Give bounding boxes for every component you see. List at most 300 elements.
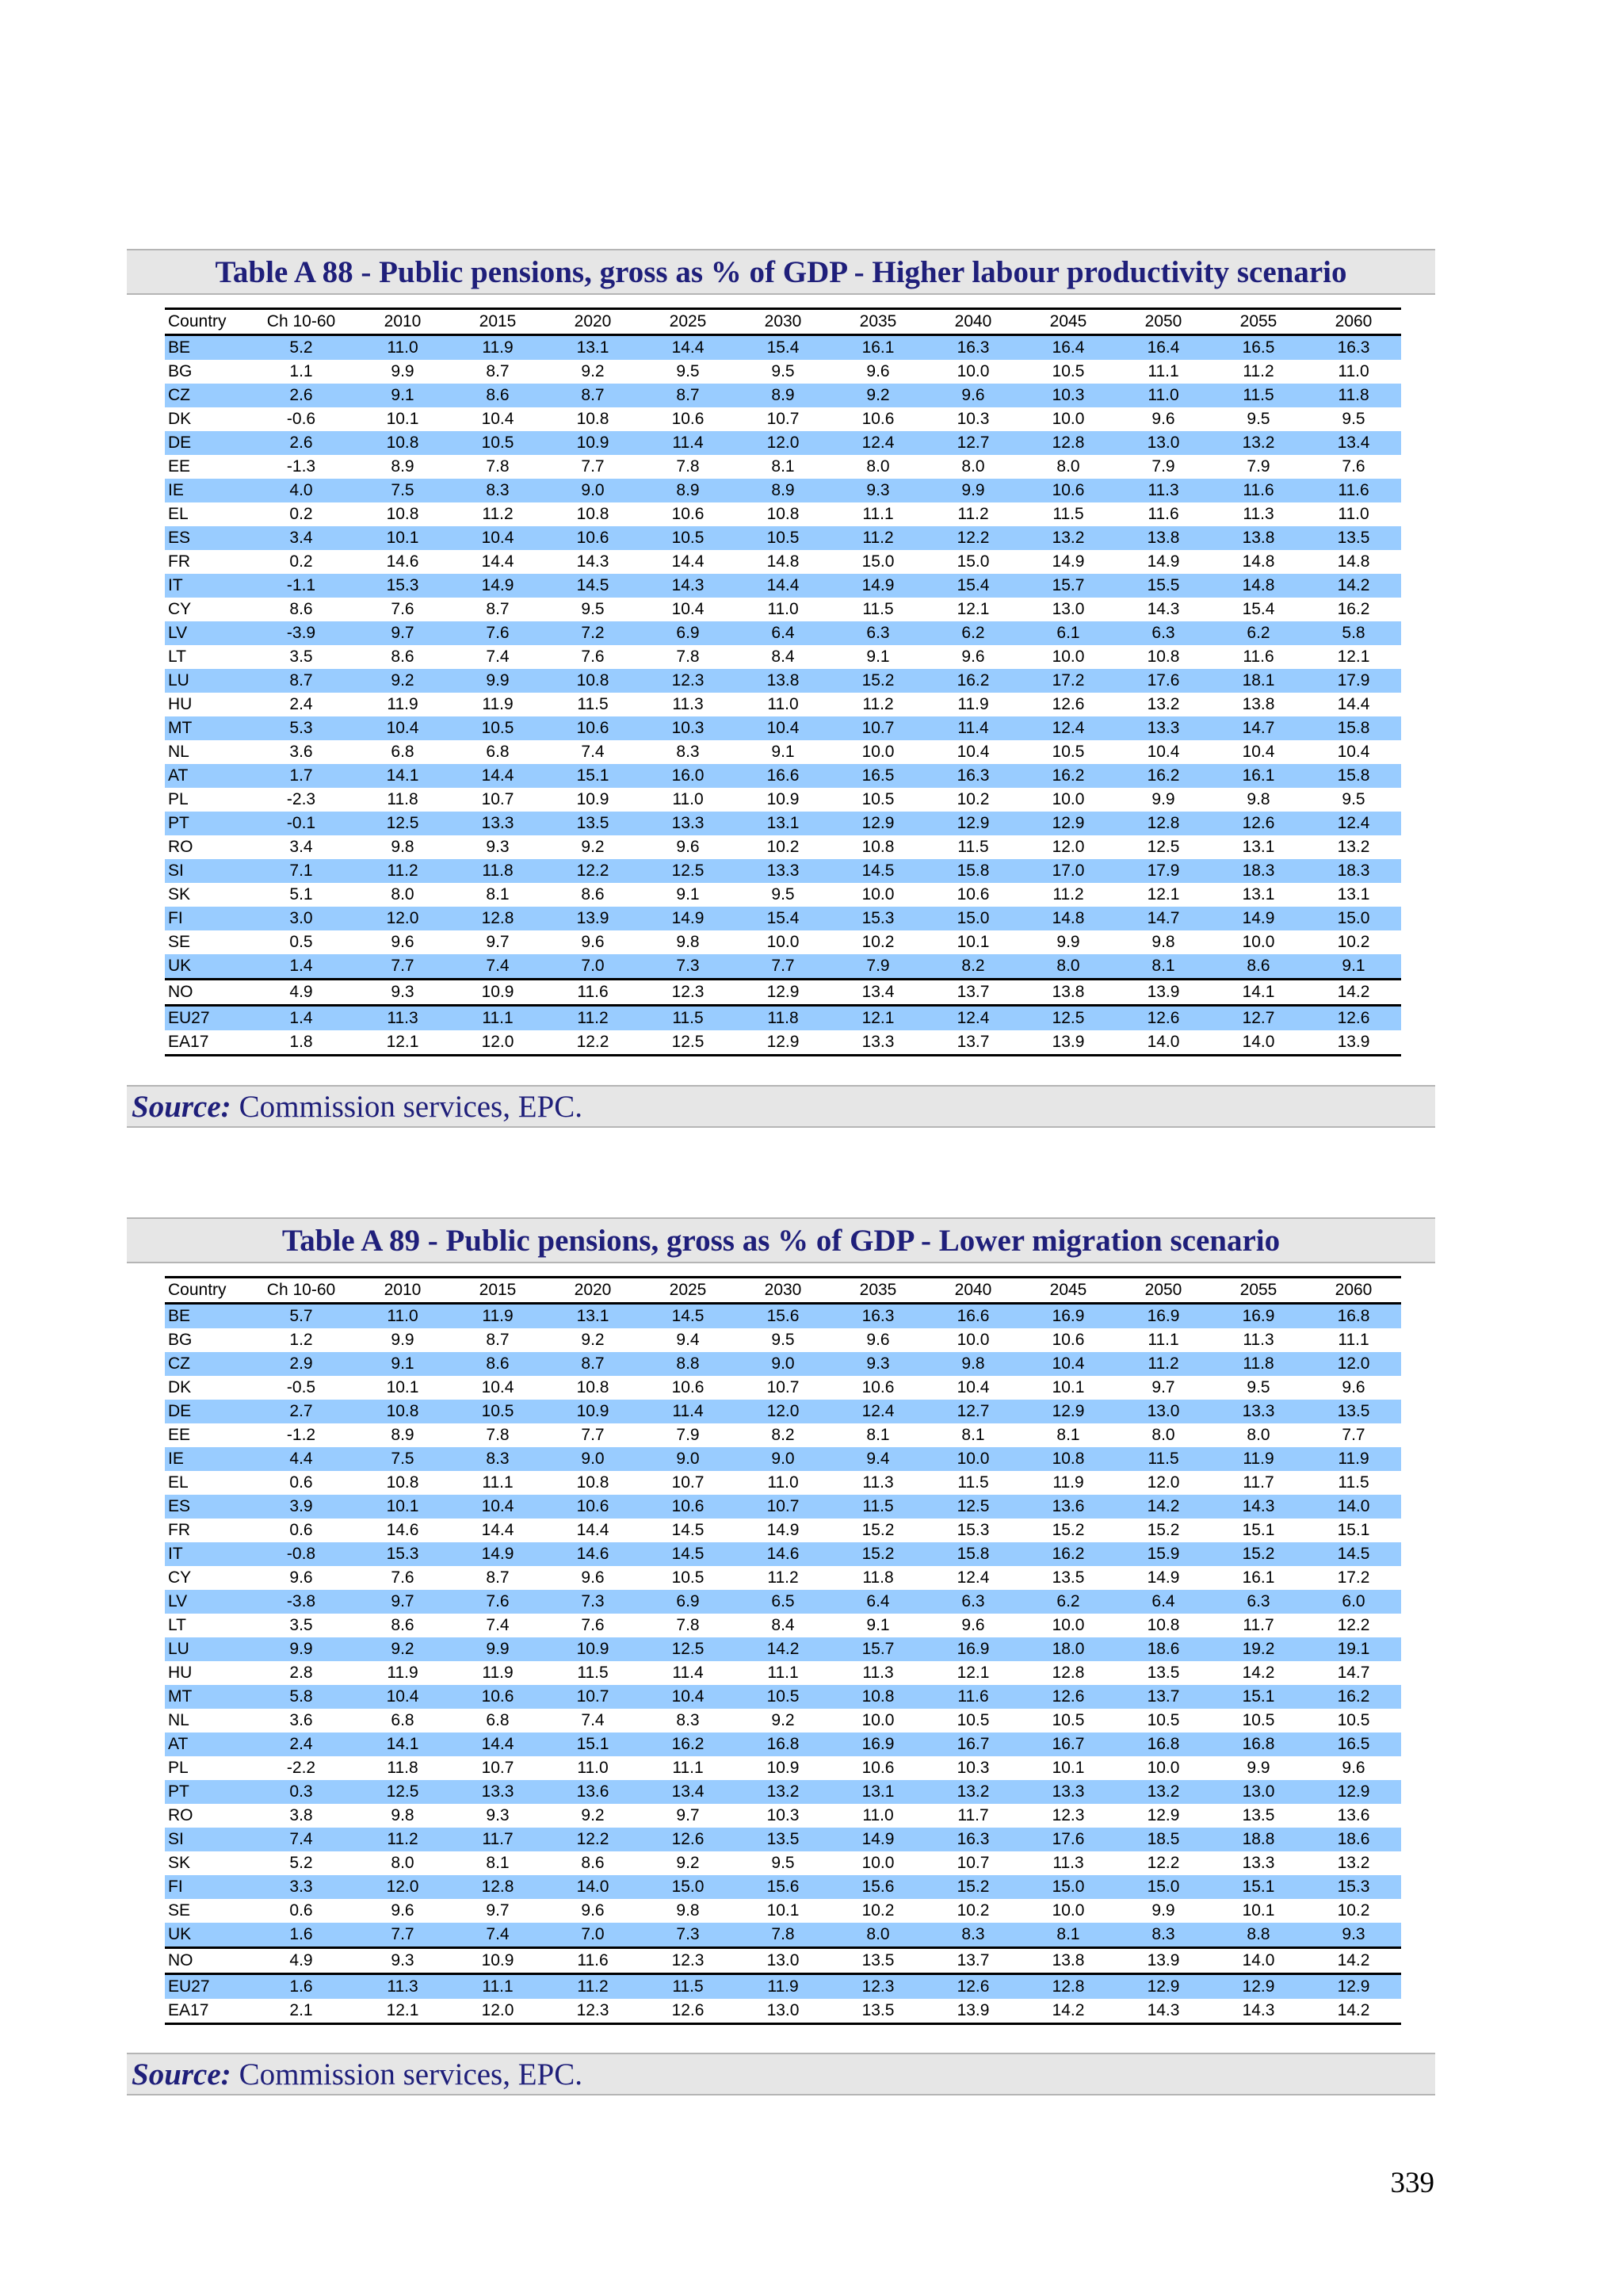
country-cell: SI [165, 1828, 247, 1851]
value-cell: 10.5 [1052, 1711, 1085, 1729]
value-cell: 11.4 [672, 1664, 704, 1682]
value-cell: 15.8 [1306, 764, 1401, 788]
value-cell: 14.8 [766, 552, 800, 571]
value-cell: 9.3 [831, 479, 926, 502]
value-cell: 10.9 [450, 1948, 545, 1974]
table-row [165, 1006, 1401, 1031]
country-cell: AT [165, 764, 247, 788]
value-cell: -0.8 [247, 1542, 355, 1566]
value-cell: 9.5 [1342, 410, 1365, 428]
value-cell: 13.9 [1306, 1030, 1401, 1056]
value-cell: 10.6 [545, 526, 640, 550]
data-table [165, 308, 1401, 1056]
value-cell: 3.4 [247, 526, 355, 550]
value-cell: 12.9 [926, 812, 1021, 835]
value-cell: 10.9 [545, 1400, 640, 1423]
value-cell: 14.2 [1242, 1664, 1275, 1682]
value-cell: 16.6 [735, 764, 831, 788]
value-cell: 14.4 [735, 574, 831, 598]
value-cell: 12.5 [355, 1780, 450, 1804]
value-cell: 7.6 [391, 1568, 414, 1587]
value-cell: 16.7 [926, 1733, 1021, 1756]
value-cell: 8.3 [676, 743, 700, 761]
value-cell: 16.3 [926, 335, 1021, 361]
value-cell: 11.7 [957, 1806, 989, 1824]
value-cell: 5.2 [289, 1854, 313, 1872]
value-cell: 16.5 [1211, 335, 1306, 361]
value-cell: 9.9 [391, 362, 414, 380]
value-cell: 14.2 [1306, 574, 1401, 598]
value-cell: 11.9 [450, 335, 545, 361]
country-cell: DE [165, 431, 247, 455]
value-cell: 12.5 [640, 1030, 735, 1056]
value-cell: 11.9 [735, 1974, 831, 2000]
value-cell: 9.8 [1247, 790, 1270, 808]
value-cell: -3.9 [247, 621, 355, 645]
value-cell: 14.6 [545, 1542, 640, 1566]
country-cell: NO [165, 980, 247, 1006]
value-cell: 13.3 [640, 812, 735, 835]
value-cell: 10.8 [861, 838, 895, 856]
value-cell: 3.6 [289, 743, 313, 761]
value-cell: 16.2 [1116, 764, 1211, 788]
country-cell: RO [168, 838, 193, 856]
value-cell: 9.7 [486, 933, 510, 951]
table-header-row [165, 309, 1401, 335]
table-row [165, 1447, 1401, 1471]
value-cell: 13.2 [1147, 695, 1180, 713]
value-cell: 11.0 [767, 600, 799, 618]
source-text: Commission services, EPC. [239, 2057, 583, 2092]
country-cell: SE [168, 933, 191, 951]
value-cell: 16.2 [1306, 1685, 1401, 1709]
table-row [165, 645, 1401, 669]
value-cell: 13.8 [1021, 980, 1116, 1006]
country-cell: LU [165, 1637, 247, 1661]
value-cell: 12.6 [640, 1999, 735, 2024]
country-cell: LT [168, 648, 186, 666]
value-cell: -0.6 [286, 410, 316, 428]
value-cell: 18.0 [1021, 1637, 1116, 1661]
value-cell: 15.1 [545, 1733, 640, 1756]
value-cell: 15.2 [831, 1542, 926, 1566]
country-cell: SE [168, 1901, 191, 1920]
value-cell: 11.6 [1306, 479, 1401, 502]
value-cell: 9.1 [676, 885, 700, 904]
value-cell: 12.1 [957, 600, 990, 618]
value-cell: 11.1 [1148, 362, 1179, 380]
value-cell: 12.5 [926, 1495, 1021, 1519]
value-cell: 14.3 [1116, 1999, 1211, 2024]
country-cell: PT [165, 1780, 247, 1804]
value-cell: 14.1 [355, 1733, 450, 1756]
value-cell: 7.6 [450, 621, 545, 645]
table-row [165, 1352, 1401, 1376]
value-cell: 12.0 [450, 1030, 545, 1056]
value-cell: 1.1 [289, 362, 313, 380]
value-cell: 14.4 [450, 764, 545, 788]
value-cell: 16.2 [1021, 1542, 1116, 1566]
value-cell: 10.5 [957, 1711, 990, 1729]
value-cell: 7.2 [545, 621, 640, 645]
country-cell: BE [165, 1304, 247, 1329]
value-cell: 14.7 [1211, 716, 1306, 740]
value-cell: 7.8 [676, 1616, 700, 1634]
table-row [165, 1733, 1401, 1756]
country-cell: MT [165, 1685, 247, 1709]
value-cell: 10.1 [1242, 1901, 1275, 1920]
source-label: Source: [132, 2057, 231, 2092]
value-cell: 9.6 [866, 362, 890, 380]
value-cell: 9.6 [391, 1901, 414, 1920]
column-header: 2055 [1211, 309, 1306, 335]
value-cell: 8.1 [1056, 1426, 1080, 1444]
value-cell: 6.4 [831, 1590, 926, 1614]
value-cell: 13.7 [1116, 1685, 1211, 1709]
value-cell: 9.9 [450, 669, 545, 693]
value-cell: 9.1 [866, 1616, 890, 1634]
value-cell: 13.2 [926, 1780, 1021, 1804]
value-cell: 17.0 [1021, 859, 1116, 883]
value-cell: 8.7 [247, 669, 355, 693]
table-row [165, 574, 1401, 598]
value-cell: 12.1 [957, 1664, 990, 1682]
value-cell: 10.9 [766, 790, 800, 808]
value-cell: 13.1 [1337, 885, 1370, 904]
value-cell: 10.8 [576, 1378, 609, 1396]
value-cell: 12.2 [545, 859, 640, 883]
value-cell: 8.6 [581, 885, 605, 904]
value-cell: 12.0 [735, 1400, 831, 1423]
page-number: 339 [1390, 2167, 1434, 2199]
value-cell: 17.6 [1021, 1828, 1116, 1851]
value-cell: 10.7 [545, 1685, 640, 1709]
value-cell: 15.4 [926, 574, 1021, 598]
value-cell: 11.8 [450, 859, 545, 883]
value-cell: 10.6 [671, 505, 705, 523]
value-cell: 17.2 [1337, 1568, 1370, 1587]
value-cell: 11.2 [767, 1568, 799, 1587]
value-cell: 11.1 [672, 1759, 704, 1777]
value-cell: 1.2 [289, 1331, 313, 1349]
country-cell: IT [165, 574, 247, 598]
value-cell: 3.0 [247, 907, 355, 930]
column-header: 2010 [355, 309, 450, 335]
value-cell: 12.3 [640, 669, 735, 693]
country-cell: HU [168, 1664, 193, 1682]
value-cell: 7.7 [355, 1923, 450, 1948]
value-cell: 16.8 [1306, 1304, 1401, 1329]
value-cell: 14.4 [481, 1521, 514, 1539]
value-cell: 9.3 [486, 838, 510, 856]
value-cell: 11.7 [450, 1828, 545, 1851]
value-cell: 11.5 [1211, 384, 1306, 407]
value-cell: 11.1 [1148, 1331, 1179, 1349]
value-cell: 15.6 [831, 1875, 926, 1899]
value-cell: 9.6 [866, 1331, 890, 1349]
country-cell: LV [165, 1590, 247, 1614]
value-cell: 13.2 [1211, 431, 1306, 455]
value-cell: 9.2 [581, 838, 605, 856]
value-cell: 7.8 [486, 1426, 510, 1444]
value-cell: 10.9 [545, 1637, 640, 1661]
value-cell: 18.3 [1306, 859, 1401, 883]
value-cell: 11.6 [1243, 648, 1274, 666]
value-cell: 7.0 [545, 954, 640, 980]
column-header: 2040 [926, 1278, 1021, 1304]
value-cell: 13.5 [1306, 1400, 1401, 1423]
value-cell: 10.7 [671, 1473, 705, 1492]
value-cell: 15.3 [1306, 1875, 1401, 1899]
value-cell: 12.6 [1306, 1006, 1401, 1031]
value-cell: 10.8 [831, 1685, 926, 1709]
value-cell: 10.6 [1021, 479, 1116, 502]
value-cell: 15.7 [1021, 574, 1116, 598]
value-cell: 6.0 [1306, 1590, 1401, 1614]
table-row [165, 1685, 1401, 1709]
value-cell: 9.5 [771, 885, 795, 904]
value-cell: 6.8 [486, 743, 510, 761]
value-cell: 3.4 [289, 838, 313, 856]
value-cell: 13.3 [450, 812, 545, 835]
value-cell: 0.5 [289, 933, 313, 951]
country-cell: EE [168, 457, 191, 476]
value-cell: 10.4 [1021, 1352, 1116, 1376]
column-header: 2055 [1211, 1278, 1306, 1304]
value-cell: -1.3 [286, 457, 316, 476]
value-cell: 10.2 [766, 838, 800, 856]
value-cell: 11.1 [767, 1664, 799, 1682]
value-cell: 10.9 [450, 980, 545, 1006]
value-cell: 12.9 [1021, 1400, 1116, 1423]
value-cell: 7.6 [581, 1616, 605, 1634]
value-cell: 7.7 [1342, 1426, 1365, 1444]
value-cell: 12.4 [831, 431, 926, 455]
value-cell: 6.3 [1116, 621, 1211, 645]
value-cell: 10.5 [1147, 1711, 1180, 1729]
value-cell: 15.8 [1306, 716, 1401, 740]
value-cell: 10.7 [481, 1759, 514, 1777]
value-cell: 7.4 [581, 743, 605, 761]
value-cell: 9.8 [676, 1901, 700, 1920]
value-cell: 6.2 [1021, 1590, 1116, 1614]
value-cell: 15.4 [1242, 600, 1275, 618]
value-cell: 12.1 [1147, 885, 1180, 904]
country-cell: UK [165, 1923, 247, 1948]
value-cell: 14.9 [831, 1828, 926, 1851]
value-cell: 14.2 [1021, 1999, 1116, 2024]
country-cell: SK [168, 885, 191, 904]
value-cell: 9.3 [831, 1352, 926, 1376]
value-cell: 12.9 [1306, 1780, 1401, 1804]
country-cell: ES [165, 1495, 247, 1519]
value-cell: 9.6 [926, 384, 1021, 407]
data-table [165, 1276, 1401, 2025]
table-row [165, 1851, 1401, 1875]
table-row [165, 1542, 1401, 1566]
value-cell: -2.2 [286, 1759, 316, 1777]
value-cell: 8.1 [961, 1426, 985, 1444]
value-cell: 10.8 [355, 1400, 450, 1423]
value-cell: 12.0 [735, 431, 831, 455]
value-cell: 10.9 [576, 790, 609, 808]
value-cell: 10.4 [450, 526, 545, 550]
country-cell: NL [168, 1711, 189, 1729]
value-cell: 9.7 [355, 621, 450, 645]
value-cell: 14.4 [576, 1521, 609, 1539]
table-row [165, 1999, 1401, 2024]
value-cell: 16.2 [1021, 764, 1116, 788]
country-cell: EU27 [165, 1006, 247, 1031]
value-cell: 10.0 [861, 743, 895, 761]
value-cell: 16.9 [1021, 1304, 1116, 1329]
table-row [165, 1030, 1401, 1056]
value-cell: 9.6 [1151, 410, 1175, 428]
value-cell: 10.5 [735, 1685, 831, 1709]
value-cell: 11.0 [767, 1473, 799, 1492]
value-cell: 9.9 [1151, 790, 1175, 808]
value-cell: 8.1 [486, 885, 510, 904]
value-cell: 9.3 [486, 1806, 510, 1824]
value-cell: 10.1 [355, 1495, 450, 1519]
value-cell: 12.4 [926, 1006, 1021, 1031]
value-cell: 2.6 [247, 431, 355, 455]
value-cell: 8.9 [735, 384, 831, 407]
value-cell: 11.2 [1116, 1352, 1211, 1376]
value-cell: 13.5 [735, 1828, 831, 1851]
value-cell: 11.9 [482, 695, 514, 713]
value-cell: 12.0 [450, 1999, 545, 2024]
value-cell: 11.2 [355, 1828, 450, 1851]
table-header-row [165, 1278, 1401, 1304]
value-cell: 10.1 [386, 1378, 419, 1396]
value-cell: 11.4 [926, 716, 1021, 740]
value-cell: 12.8 [450, 1875, 545, 1899]
value-cell: 12.2 [545, 1828, 640, 1851]
value-cell: 10.0 [1052, 790, 1085, 808]
value-cell: 9.6 [961, 1616, 985, 1634]
value-cell: 8.0 [1151, 1426, 1175, 1444]
value-cell: 13.3 [1116, 716, 1211, 740]
value-cell: 12.4 [1021, 716, 1116, 740]
value-cell: 13.9 [1116, 1948, 1211, 1974]
value-cell: 10.5 [1242, 1711, 1275, 1729]
value-cell: 13.8 [1242, 695, 1275, 713]
value-cell: 11.5 [640, 1006, 735, 1031]
column-header: 2015 [450, 309, 545, 335]
value-cell: 8.0 [1021, 954, 1116, 980]
value-cell: 11.0 [862, 1806, 894, 1824]
value-cell: 9.5 [771, 362, 795, 380]
value-cell: 16.7 [1021, 1733, 1116, 1756]
value-cell: 8.7 [486, 362, 510, 380]
table-row [165, 1661, 1401, 1685]
table-row [165, 812, 1401, 835]
value-cell: 7.8 [486, 457, 510, 476]
value-cell: 13.9 [926, 1999, 1021, 2024]
value-cell: 12.5 [355, 812, 450, 835]
value-cell: 9.7 [676, 1806, 700, 1824]
value-cell: 10.5 [735, 526, 831, 550]
value-cell: 6.5 [735, 1590, 831, 1614]
value-cell: 11.8 [862, 1568, 894, 1587]
value-cell: 13.2 [1116, 1780, 1211, 1804]
value-cell: 9.6 [581, 1568, 605, 1587]
value-cell: 3.5 [289, 1616, 313, 1634]
value-cell: 11.0 [355, 335, 450, 361]
value-cell: 16.8 [735, 1733, 831, 1756]
value-cell: 15.8 [926, 1542, 1021, 1566]
source-text: Commission services, EPC. [239, 1089, 583, 1124]
value-cell: 9.6 [289, 1568, 313, 1587]
value-cell: 12.3 [831, 1974, 926, 2000]
value-cell: 9.0 [735, 1352, 831, 1376]
value-cell: 10.1 [766, 1901, 800, 1920]
column-header: Country [165, 1278, 247, 1304]
value-cell: 10.3 [640, 716, 735, 740]
value-cell: 12.5 [1147, 838, 1180, 856]
value-cell: 10.6 [671, 1378, 705, 1396]
value-cell: 10.4 [735, 716, 831, 740]
country-cell: IE [165, 479, 247, 502]
value-cell: 14.5 [831, 859, 926, 883]
value-cell: 11.3 [672, 695, 704, 713]
value-cell: 8.6 [450, 384, 545, 407]
value-cell: 15.3 [831, 907, 926, 930]
value-cell: 11.4 [640, 431, 735, 455]
value-cell: 8.3 [676, 1711, 700, 1729]
value-cell: 8.7 [486, 1331, 510, 1349]
value-cell: 11.0 [1338, 362, 1369, 380]
value-cell: 10.5 [861, 790, 895, 808]
value-cell: 8.6 [289, 600, 313, 618]
table-row [165, 835, 1401, 859]
value-cell: 9.2 [676, 1854, 700, 1872]
value-cell: 9.9 [1247, 1759, 1270, 1777]
value-cell: 11.9 [450, 1304, 545, 1329]
value-cell: 4.9 [247, 980, 355, 1006]
value-cell: 16.5 [1306, 1733, 1401, 1756]
table-row [165, 1875, 1401, 1899]
country-cell: DE [165, 1400, 247, 1423]
value-cell: 9.5 [1247, 1378, 1270, 1396]
value-cell: -1.2 [286, 1426, 316, 1444]
value-cell: 15.3 [355, 1542, 450, 1566]
value-cell: 11.5 [577, 1664, 609, 1682]
value-cell: 13.2 [1337, 838, 1370, 856]
value-cell: 13.5 [1242, 1806, 1275, 1824]
value-cell: 12.1 [831, 1006, 926, 1031]
value-cell: 13.7 [926, 1948, 1021, 1974]
value-cell: 9.1 [866, 648, 890, 666]
value-cell: 10.4 [1242, 743, 1275, 761]
value-cell: 14.4 [1337, 695, 1370, 713]
value-cell: 1.6 [247, 1974, 355, 2000]
country-cell: UK [165, 954, 247, 980]
value-cell: 11.9 [482, 1664, 514, 1682]
value-cell: 11.9 [957, 695, 989, 713]
value-cell: 10.4 [1147, 743, 1180, 761]
table-row [165, 1590, 1401, 1614]
value-cell: 13.3 [1242, 1854, 1275, 1872]
value-cell: 16.2 [926, 669, 1021, 693]
value-cell: 13.7 [926, 1030, 1021, 1056]
value-cell: 11.2 [1052, 885, 1084, 904]
value-cell: 9.5 [581, 600, 605, 618]
value-cell: 16.9 [926, 1637, 1021, 1661]
value-cell: 10.0 [926, 1447, 1021, 1471]
value-cell: 8.0 [866, 457, 890, 476]
